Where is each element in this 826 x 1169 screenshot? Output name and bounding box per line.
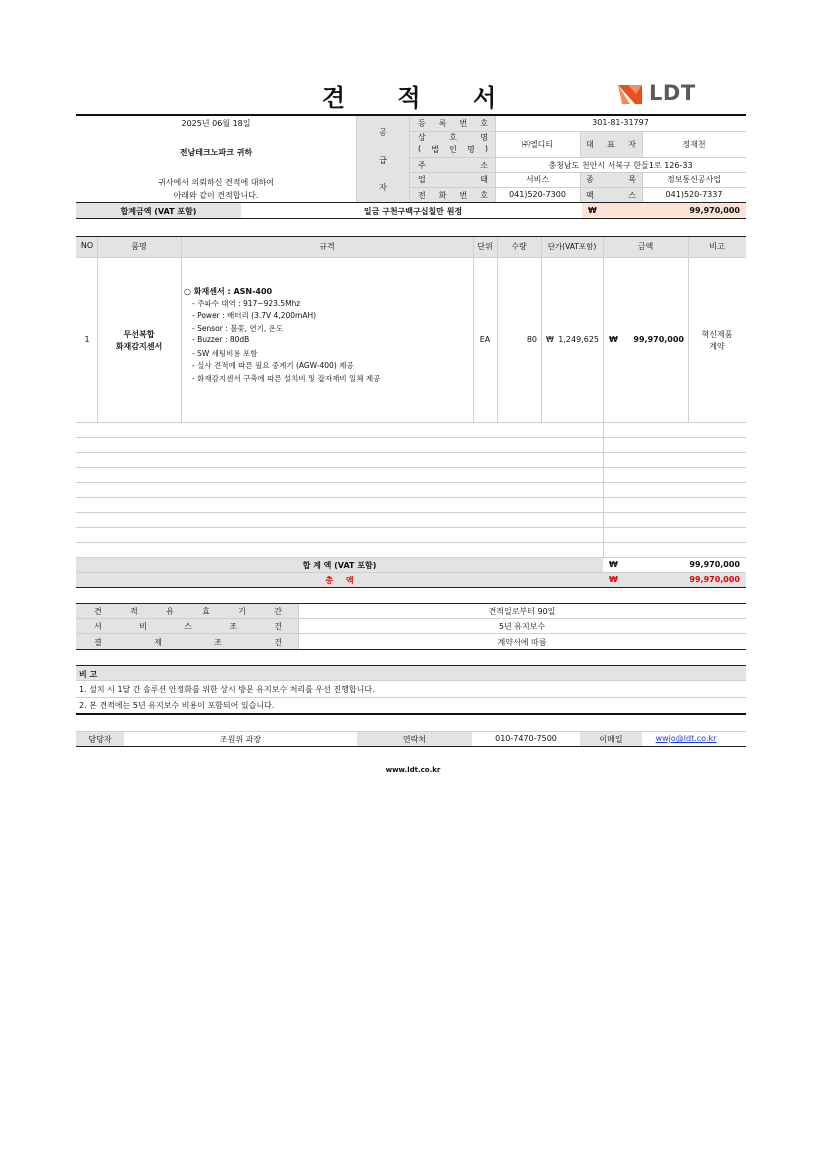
- phone-value: 041)520-7300: [509, 190, 566, 199]
- fax-value: 041)520-7337: [665, 190, 723, 199]
- total-bar-label: 합계금액 (VAT 포함): [120, 207, 197, 216]
- row-spec-line: - Sensor : 불꽃, 연기, 온도: [192, 324, 284, 333]
- row-name-line-2: 화재감지센서: [115, 342, 163, 351]
- row-amount: 99,970,000: [633, 335, 684, 344]
- col-header-price: 단가(VAT포함): [547, 242, 597, 251]
- manager-label: 담당자: [88, 735, 112, 744]
- address-value: 충청남도 천안시 서북구 한들1로 126-33: [548, 161, 693, 170]
- col-header-note: 비고: [709, 242, 725, 251]
- phone-label: 전 화 번 호: [418, 191, 488, 200]
- total-bar-currency: ₩: [588, 206, 597, 215]
- address-label: 주 소: [418, 161, 488, 170]
- intro-line-1: 귀사에서 의뢰하신 견적에 대하여: [158, 178, 274, 187]
- contact-phone-value: 010-7470-7500: [495, 734, 557, 743]
- term-label-service: 서 비 스 조 건: [94, 622, 282, 631]
- col-header-amount: 금액: [637, 242, 654, 251]
- remarks-title: 비 고: [79, 670, 98, 679]
- company-name-value: ㈜엘디티: [521, 140, 554, 149]
- reg-no-value: 301-81-31797: [592, 118, 649, 127]
- col-header-unit: 단위: [477, 242, 493, 251]
- remarks-line-2: 2. 본 견적에는 5년 유지보수 비용이 포함되어 있습니다.: [79, 701, 275, 710]
- total-bar-korean: 일금 구천구백구십칠만 원정: [363, 207, 463, 216]
- row-unit: EA: [479, 335, 491, 344]
- supplier-label-1: 공: [379, 128, 387, 137]
- company-name-label: 상 호 명: [418, 133, 488, 142]
- row-note-line-2: 계약: [709, 342, 725, 351]
- term-value-payment: 계약서에 따름: [497, 638, 547, 647]
- sum-amount: 99,970,000: [689, 560, 740, 569]
- email-label: 이메일: [599, 735, 623, 744]
- total-bar-amount: 99,970,000: [689, 206, 740, 215]
- row-spec-line: - SW 세팅비용 포함: [192, 349, 258, 358]
- term-value-validity: 견적일로부터 90일: [488, 607, 556, 616]
- page-title: 견 적 서: [321, 84, 519, 112]
- recipient: 전남테크노파크 귀하: [179, 148, 253, 157]
- row-price: 1,249,625: [558, 335, 599, 344]
- term-label-payment: 결 제 조 건: [94, 638, 282, 647]
- grand-total-label: 총 액: [325, 576, 354, 585]
- term-value-service: 5년 유지보수: [498, 622, 546, 631]
- col-header-spec: 규격: [319, 242, 335, 251]
- row-price-currency: ₩: [546, 335, 554, 344]
- row-name-line-1: 무선복합: [123, 330, 155, 339]
- company-logo: [618, 82, 708, 108]
- row-no: 1: [84, 335, 90, 344]
- supplier-label-2: 급: [379, 156, 387, 165]
- fax-label: 팩 스: [586, 191, 636, 200]
- business-type-value: 서비스: [525, 175, 550, 184]
- corp-name-label: ( 법 인 명 ): [418, 144, 488, 154]
- row-qty: 80: [526, 335, 537, 344]
- quote-date: 2025년 06월 18일: [181, 119, 251, 128]
- sum-label: 합 계 액 (VAT 포함): [302, 561, 377, 570]
- grand-total-currency: ₩: [609, 575, 618, 584]
- col-header-qty: 수량: [511, 242, 527, 251]
- logo-text: LDT: [649, 81, 696, 105]
- sum-currency: ₩: [609, 560, 618, 569]
- row-spec-line: - Buzzer : 80dB: [192, 335, 250, 344]
- col-header-no: NO: [80, 241, 94, 250]
- email-link[interactable]: [642, 734, 730, 743]
- row-spec-title: ○ 화재센서 : ASN-400: [184, 287, 273, 296]
- term-label-validity: 견 적 유 효 기 간: [94, 607, 282, 616]
- business-type-label: 업 태: [418, 175, 488, 184]
- row-spec-line: - 실사 견적에 따른 필요 중계기 (AGW-400) 제공: [192, 361, 354, 370]
- row-spec-line: - Power : 배터리 (3.7V 4,200mAH): [192, 311, 317, 320]
- row-spec-line: - 화재감지센서 구축에 따른 설치비 및 잡자재비 일체 제공: [192, 374, 381, 383]
- footer-website[interactable]: www.ldt.co.kr: [385, 766, 441, 774]
- manager-value: 조원위 과장: [219, 735, 262, 744]
- supplier-label-3: 자: [379, 183, 387, 192]
- email-link-text[interactable]: wwjo@ldt.co.kr: [655, 734, 717, 743]
- grand-total-amount: 99,970,000: [689, 575, 740, 584]
- row-amount-currency: ₩: [609, 335, 618, 344]
- row-spec-line: - 주파수 대역 : 917~923.5Mhz: [192, 299, 301, 308]
- remarks-line-1: 1. 설치 시 1달 간 솔루션 안정화를 위한 상시 방문 유지보수 처리를 우선 진행합니다.: [79, 685, 375, 694]
- intro-line-2: 아래와 같이 견적합니다.: [173, 191, 259, 200]
- business-item-value: 정보통신공사업: [666, 175, 722, 184]
- ceo-value: 정재천: [682, 140, 706, 149]
- business-item-label: 종 목: [586, 175, 636, 184]
- ceo-label: 대 표 자: [586, 140, 636, 149]
- row-note-line-1: 혁신제품: [701, 330, 733, 339]
- col-header-name: 품명: [131, 242, 147, 251]
- reg-no-label: 등 록 번 호: [418, 119, 488, 128]
- contact-phone-label: 연락처: [402, 735, 427, 744]
